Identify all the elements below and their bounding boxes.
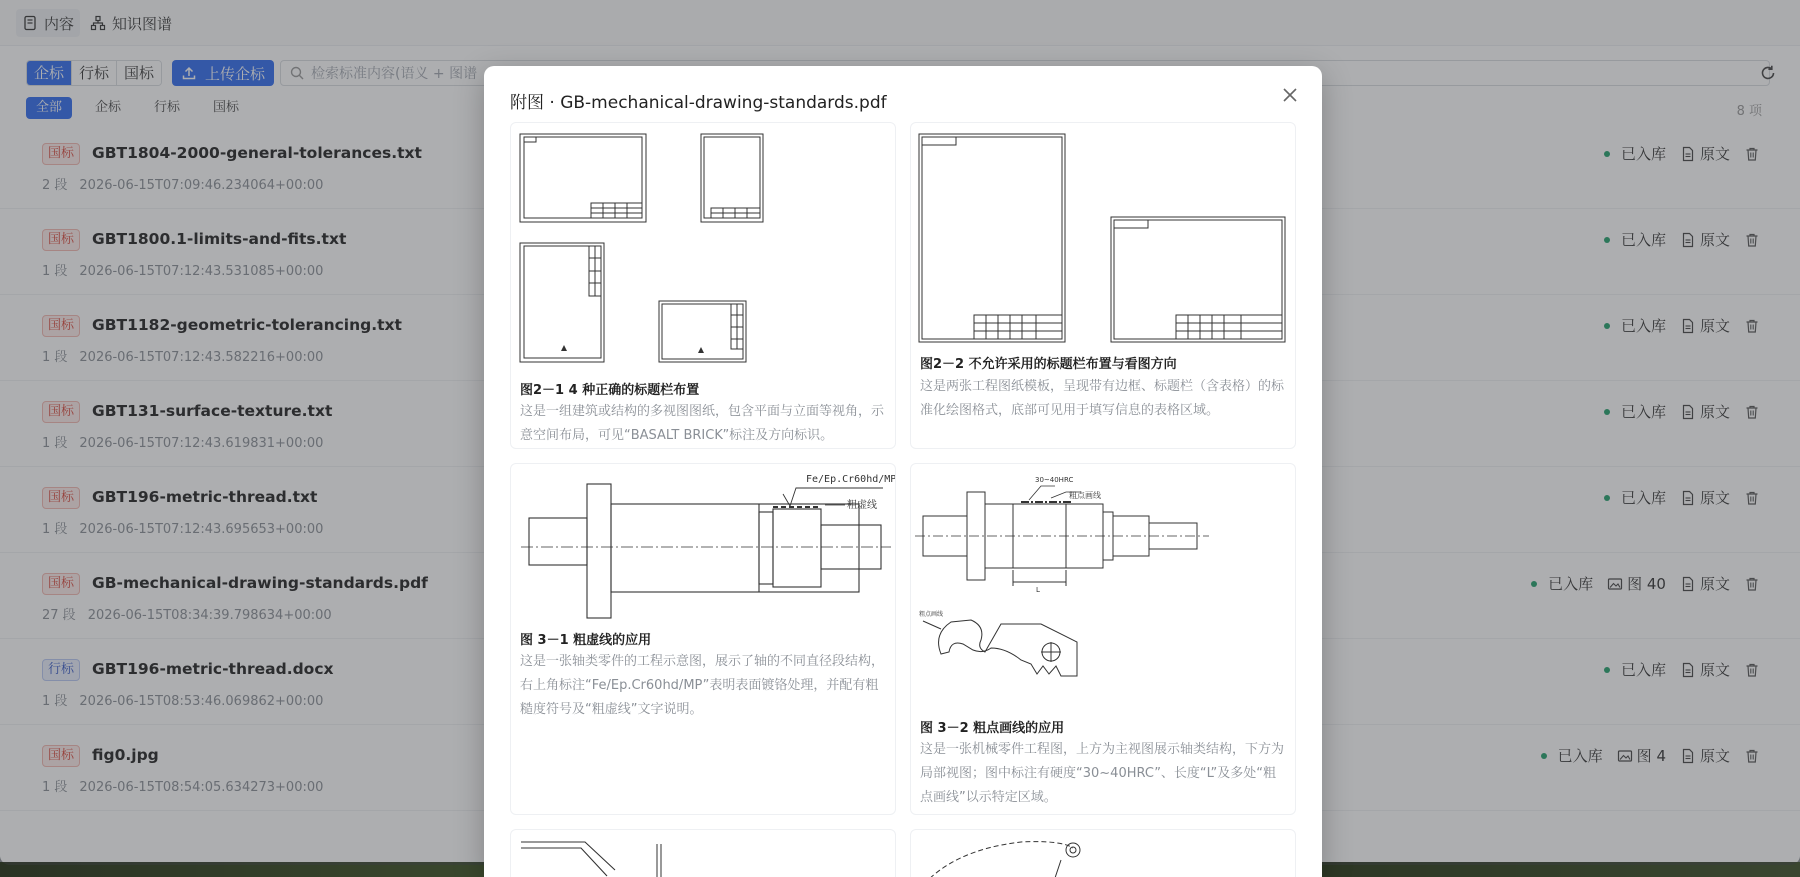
document-title[interactable]: GBT1182-geometric-tolerancing.txt bbox=[92, 316, 402, 334]
timestamp: 2026-06-15T08:34:39.798634+00:00 bbox=[87, 608, 332, 623]
standard-badge: 行标 bbox=[42, 659, 80, 681]
timestamp: 2026-06-15T07:12:43.531085+00:00 bbox=[79, 264, 324, 279]
search-placeholder: 检索标准内容(语义 + 图谱 bbox=[311, 66, 478, 82]
filter-national[interactable]: 国标 bbox=[213, 100, 240, 115]
filter-industry[interactable]: 行标 bbox=[154, 100, 181, 115]
status-label: 已入库 bbox=[1620, 317, 1666, 335]
document-title[interactable]: GBT1804-2000-general-tolerances.txt bbox=[92, 144, 422, 162]
segment-count: 1 段 bbox=[42, 350, 68, 365]
chain-line-label: 粗点画线 bbox=[1069, 491, 1101, 500]
timestamp: 2026-06-15T07:12:43.582216+00:00 bbox=[79, 350, 324, 365]
hardness-label: 30~40HRC bbox=[1035, 476, 1074, 484]
figure-caption: 图2－2 不允许采用的标题栏布置与看图方向 bbox=[920, 357, 1177, 372]
source-label: 原文 bbox=[1699, 317, 1730, 335]
source-label: 原文 bbox=[1699, 145, 1730, 163]
figures-label: 图 4 bbox=[1636, 747, 1666, 765]
source-label: 原文 bbox=[1699, 403, 1730, 421]
document-title[interactable]: GBT131-surface-texture.txt bbox=[92, 402, 333, 420]
item-count: 8 项 bbox=[1736, 104, 1762, 119]
segment-count: 1 段 bbox=[42, 694, 68, 709]
timestamp: 2026-06-15T07:09:46.234064+00:00 bbox=[79, 178, 324, 193]
tab-knowledge-graph-label: 知识图谱 bbox=[112, 14, 173, 33]
segment-enterprise[interactable]: 企标 bbox=[27, 61, 72, 85]
status-label: 已入库 bbox=[1620, 231, 1666, 249]
tab-content-label: 内容 bbox=[44, 14, 75, 33]
source-label: 原文 bbox=[1699, 575, 1730, 593]
segment-count: 1 段 bbox=[42, 264, 68, 279]
source-label: 原文 bbox=[1699, 231, 1730, 249]
status-label: 已入库 bbox=[1557, 747, 1603, 765]
standard-badge: 国标 bbox=[42, 745, 80, 767]
status-label: 已入库 bbox=[1620, 661, 1666, 679]
figure-3-1-drawing bbox=[511, 464, 896, 624]
modal-title: 附图 · GB-mechanical-drawing-standards.pdf bbox=[510, 93, 887, 113]
document-title[interactable]: fig0.jpg bbox=[92, 746, 159, 764]
figure-next-drawing bbox=[911, 830, 1296, 877]
source-label: 原文 bbox=[1699, 489, 1730, 507]
document-title[interactable]: GB-mechanical-drawing-standards.pdf bbox=[92, 574, 428, 592]
timestamp: 2026-06-15T07:12:43.695653+00:00 bbox=[79, 522, 324, 537]
filter-all[interactable]: 全部 bbox=[26, 97, 72, 119]
length-label: L bbox=[1036, 586, 1040, 594]
filter-enterprise[interactable]: 企标 bbox=[95, 100, 122, 115]
segment-count: 1 段 bbox=[42, 780, 68, 795]
figure-description: 这是两张工程图纸模板，呈现带有边框、标题栏（含表格）的标准化绘图格式，底部可见用于填写信息的表格区域。 bbox=[920, 379, 1285, 418]
figure-card[interactable] bbox=[910, 122, 1296, 449]
figure-description: 这是一张轴类零件的工程示意图，展示了轴的不同直径段结构，右上角标注“Fe/Ep.Cr60hd/MP”表明表面镀铬处理，并配有粗糙度符号及“粗虚线”文字说明。 bbox=[520, 654, 885, 717]
status-label: 已入库 bbox=[1548, 575, 1594, 593]
figure-caption: 图 3－2 粗点画线的应用 bbox=[920, 721, 1065, 736]
document-title[interactable]: GBT1800.1-limits-and-fits.txt bbox=[92, 230, 347, 248]
upload-label: 上传企标 bbox=[205, 64, 266, 83]
chain-line-small-label: 粗点画线 bbox=[919, 611, 944, 618]
figure-card[interactable] bbox=[910, 463, 1296, 815]
figure-description: 这是一组建筑或结构的多视图图纸，包含平面与立面等视角，示意空间布局，可见“BASALT BRICK”标注及方向标识。 bbox=[520, 404, 885, 443]
document-title[interactable]: GBT196-metric-thread.txt bbox=[92, 488, 318, 506]
dashed-line-label: 粗虚线 bbox=[847, 500, 877, 511]
timestamp: 2026-06-15T07:12:43.619831+00:00 bbox=[79, 436, 324, 451]
source-label: 原文 bbox=[1699, 661, 1730, 679]
segment-national[interactable]: 国标 bbox=[117, 61, 161, 85]
finish-label: Fe/Ep.Cr60hd/MP bbox=[806, 474, 897, 485]
document-title[interactable]: GBT196-metric-thread.docx bbox=[92, 660, 334, 678]
timestamp: 2026-06-15T08:53:46.069862+00:00 bbox=[79, 694, 324, 709]
figure-caption: 图 3－1 粗虚线的应用 bbox=[520, 633, 652, 648]
standard-badge: 国标 bbox=[42, 143, 80, 165]
figure-caption: 图2－1 4 种正确的标题栏布置 bbox=[520, 383, 700, 398]
segment-count: 1 段 bbox=[42, 522, 68, 537]
figure-2-2-drawing bbox=[911, 123, 1296, 363]
source-label: 原文 bbox=[1699, 747, 1730, 765]
standard-badge: 国标 bbox=[42, 487, 80, 509]
standard-badge: 国标 bbox=[42, 401, 80, 423]
segment-count: 27 段 bbox=[42, 608, 76, 623]
status-label: 已入库 bbox=[1620, 489, 1666, 507]
status-label: 已入库 bbox=[1620, 403, 1666, 421]
segment-count: 2 段 bbox=[42, 178, 68, 193]
figure-2-1-drawing bbox=[511, 123, 896, 363]
figure-next-drawing bbox=[511, 830, 896, 877]
status-label: 已入库 bbox=[1620, 145, 1666, 163]
figure-card[interactable] bbox=[510, 463, 896, 815]
figure-3-2-drawing bbox=[911, 464, 1296, 714]
standard-badge: 国标 bbox=[42, 315, 80, 337]
figure-card[interactable] bbox=[910, 829, 1296, 877]
standard-badge: 国标 bbox=[42, 229, 80, 251]
timestamp: 2026-06-15T08:54:05.634273+00:00 bbox=[79, 780, 324, 795]
standard-badge: 国标 bbox=[42, 573, 80, 595]
figures-modal bbox=[484, 66, 1322, 877]
figure-description: 这是一张机械零件工程图，上方为主视图展示轴类结构，下方为局部视图；图中标注有硬度“30~40HRC”、长度“L”及多处“粗点画线”以示特定区域。 bbox=[920, 742, 1285, 805]
figure-card[interactable] bbox=[510, 122, 896, 449]
segment-count: 1 段 bbox=[42, 436, 68, 451]
close-icon[interactable] bbox=[1281, 86, 1299, 104]
figure-card[interactable] bbox=[510, 829, 896, 877]
figures-label: 图 40 bbox=[1627, 575, 1666, 593]
segment-industry[interactable]: 行标 bbox=[72, 61, 117, 85]
